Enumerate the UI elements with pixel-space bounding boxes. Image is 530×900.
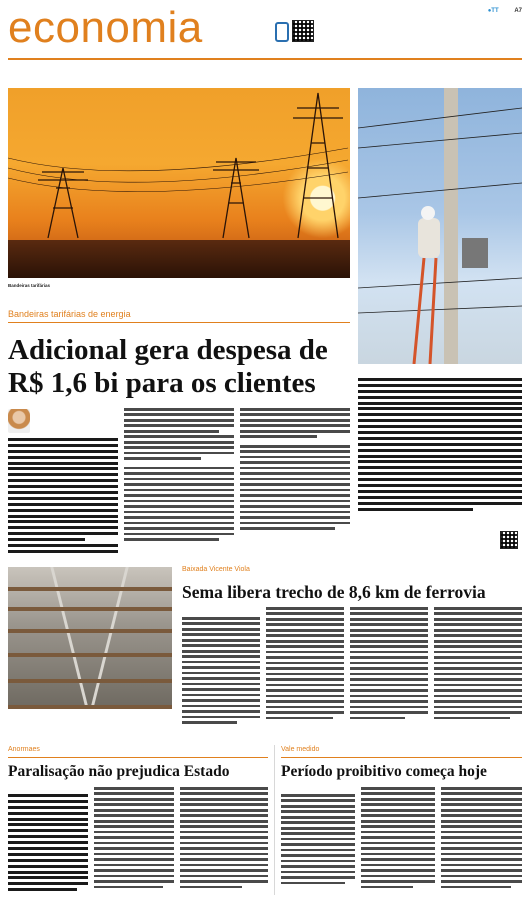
qr-code-icon[interactable] [292, 20, 314, 42]
photo-railway-tracks [8, 567, 172, 709]
newspaper-brand: ●TT [487, 8, 499, 14]
periodo-column-3 [441, 787, 522, 891]
paralisacao-headline: Paralisação não prejudica Estado [8, 763, 230, 780]
kicker-rule [281, 757, 522, 758]
author-avatar [8, 409, 30, 433]
paralisacao-column-2 [94, 787, 174, 891]
sleeper [8, 629, 172, 633]
ferrovia-column-4 [434, 607, 522, 722]
masthead-rule [8, 58, 522, 60]
page-info [488, 8, 522, 14]
ferrovia-headline: Sema libera trecho de 8,6 km de ferrovia [182, 582, 486, 602]
lead-headline: Adicional gera despesa de R$ 1,6 bi para os clientes [8, 334, 328, 399]
lead-column-1 [8, 438, 118, 556]
lead-column-4 [358, 378, 522, 513]
photo-electrician-on-pole [358, 88, 522, 364]
periodo-column-2 [361, 787, 435, 891]
ferrovia-column-2 [266, 607, 344, 722]
photo-transmission-towers-sunset [8, 88, 350, 278]
author-block [8, 409, 118, 433]
qr-code-icon[interactable] [500, 531, 518, 549]
periodo-column-1 [281, 794, 355, 887]
section-title: economia [8, 3, 203, 52]
page-number: A7 [514, 8, 522, 14]
lead-column-3 [240, 408, 350, 533]
kicker-rule [8, 757, 268, 758]
sleeper [8, 705, 172, 709]
periodo-kicker: Vale medido [281, 746, 320, 753]
ferrovia-column-1 [182, 617, 260, 727]
sleeper [8, 607, 172, 611]
utility-pole-icon [358, 88, 522, 364]
paralisacao-kicker: Anormaes [8, 746, 40, 753]
sleeper [8, 679, 172, 683]
lead-kicker: Bandeiras tarifárias de energia [8, 309, 131, 319]
masthead [0, 0, 530, 60]
paralisacao-column-1 [8, 794, 88, 894]
photo-ground [8, 240, 350, 278]
logo-icon [275, 22, 289, 42]
column-separator [274, 745, 275, 895]
sleeper [8, 587, 172, 591]
ferrovia-kicker: Baixada Vicente Viola [182, 566, 250, 573]
kicker-rule [8, 322, 350, 323]
photo-caption-text: Bandeiras tarifárias [8, 283, 51, 288]
lead-column-2 [124, 408, 234, 544]
periodo-headline: Período proibitivo começa hoje [281, 763, 487, 780]
paralisacao-column-3 [180, 787, 268, 891]
ferrovia-column-3 [350, 607, 428, 722]
photo-caption [8, 283, 308, 289]
sleeper [8, 653, 172, 657]
